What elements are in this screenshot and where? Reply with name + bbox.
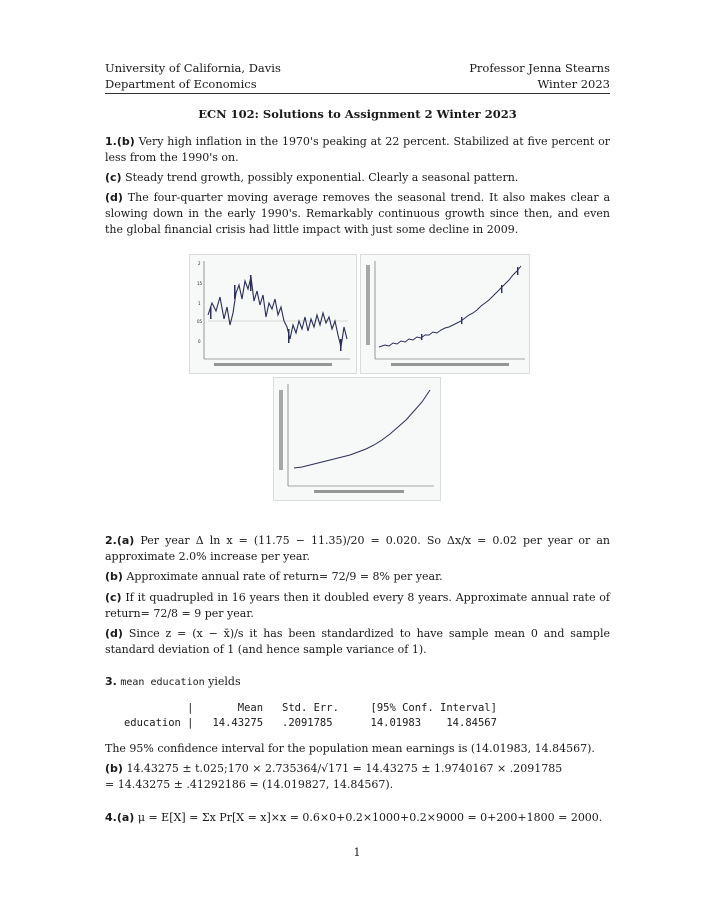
document-title: ECN 102: Solutions to Assignment 2 Winter 2023	[198, 107, 517, 121]
professor-name: Professor Jenna Stearns	[469, 61, 610, 75]
q2c-text: If it quadrupled in 16 years then it doubled every 8 years. Approximate annual rate of return= 72/8 = 9 per year.	[105, 591, 610, 620]
q2b-paragraph	[105, 569, 610, 585]
svg-text:2: 2	[198, 261, 201, 266]
stata-output-header: | Mean Std. Err. [95% Conf. Interval]	[105, 702, 497, 714]
moving-average-plot-image	[273, 377, 441, 501]
q1c-text: Steady trend growth, possibly exponential. Clearly a seasonal pattern.	[125, 171, 519, 184]
q3-command: mean education	[120, 677, 205, 688]
svg-text:0: 0	[198, 339, 201, 344]
q1d-label: (d)	[105, 191, 123, 204]
q2d-label: (d)	[105, 627, 123, 640]
inflation-plot-image	[189, 254, 357, 374]
stata-output-row: education | 14.43275 .2091785 14.01983 14.84567	[105, 717, 497, 729]
university-name: University of California, Davis	[105, 61, 281, 75]
page-number: 1	[353, 846, 361, 859]
q3b-line1: 14.43275 ± t.025;170 × 2.735364/√171 = 14.43275 ± 1.9740167 × .2091785	[126, 762, 563, 775]
svg-text:15: 15	[197, 281, 203, 286]
q2b-label: (b)	[105, 570, 123, 583]
q2a-text: Per year Δ ln x = (11.75 − 11.35)/20 = 0.020. So Δx/x = 0.02 per year or an approximate 2.0% increase per year.	[105, 534, 611, 563]
q1c-label: (c)	[105, 171, 122, 184]
q3b-paragraph	[105, 761, 610, 777]
q3-suffix: yields	[208, 675, 241, 688]
svg-text:1: 1	[198, 301, 201, 306]
q3-label: 3.	[105, 675, 117, 688]
q4a-paragraph	[105, 810, 610, 826]
q3b-label: (b)	[105, 762, 123, 775]
q4a-text: μ = E[X] = Σx Pr[X = x]×x = 0.6×0+0.2×1000+0.2×9000 = 0+200+1800 = 2000.	[137, 811, 603, 824]
q2d-text: Since z = (x − x̄)/s it has been standardized to have sample mean 0 and sample standard deviation of 1 (and hence sample variance of 1).	[105, 627, 611, 656]
q2b-text: Approximate annual rate of return= 72/9 = 8% per year.	[126, 570, 443, 583]
q1b-label: 1.(b)	[105, 135, 135, 148]
growth-plot-image	[360, 254, 530, 374]
q1c-paragraph	[105, 170, 610, 186]
q2c-label: (c)	[105, 591, 122, 604]
q4a-label: 4.(a)	[105, 811, 135, 824]
svg-text:05: 05	[197, 319, 203, 324]
department-name: Department of Economics	[105, 77, 257, 91]
q1b-text: Very high inflation in the 1970's peaking at 22 percent. Stabilized at five percent or less from the 1990's on.	[105, 135, 610, 164]
q2c-paragraph	[105, 590, 610, 622]
q3-ci-text: The 95% confidence interval for the population mean earnings is (14.01983, 14.84567).	[105, 742, 595, 755]
header-line-1	[105, 60, 610, 77]
q1d-paragraph	[105, 190, 610, 238]
q1b-paragraph	[105, 134, 610, 166]
q2a-paragraph	[105, 533, 610, 565]
q2a-label: 2.(a)	[105, 534, 135, 547]
q1d-text: The four-quarter moving average removes the seasonal trend. It also makes clear a slowing down in the early 1990's. Remarkably continuous growth since then, and even the global financial crisis had little impact with just some decline in 2009.	[105, 191, 610, 236]
header-rule	[105, 93, 610, 94]
q3b-line2: = 14.43275 ± .41292186 = (14.019827, 14.84567).	[105, 778, 394, 791]
term-name: Winter 2023	[537, 77, 610, 91]
q2d-paragraph	[105, 626, 610, 658]
header-line-2	[105, 76, 610, 93]
q3-paragraph	[105, 674, 610, 691]
